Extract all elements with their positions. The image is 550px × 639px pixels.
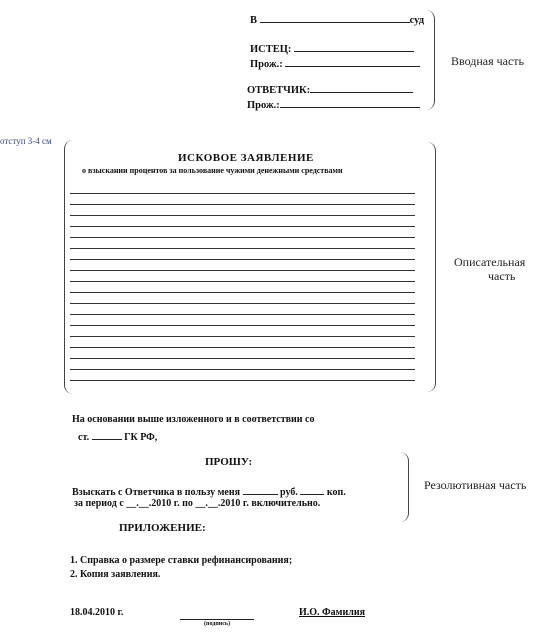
- signature-line[interactable]: [180, 619, 254, 620]
- rubles-label: руб.: [280, 487, 298, 498]
- body-line[interactable]: [70, 347, 415, 348]
- court-name-field[interactable]: [260, 12, 410, 23]
- kopeks-label: коп.: [326, 487, 346, 498]
- descriptive-section-label-1: Описательная: [454, 255, 526, 269]
- body-line[interactable]: [70, 237, 415, 238]
- resolutive-brace: [400, 452, 409, 522]
- body-line[interactable]: [70, 314, 415, 315]
- body-line[interactable]: [70, 336, 415, 337]
- descriptive-brace: [427, 142, 436, 392]
- defendant-line: [247, 82, 413, 96]
- appendix-item: 2. Копия заявления.: [70, 569, 161, 580]
- kopeks-field[interactable]: [300, 484, 324, 495]
- body-line[interactable]: [70, 325, 415, 326]
- document-subtitle: о взыскании процентов за пользование чужими денежными средствами: [82, 166, 343, 175]
- margin-bracket: [64, 140, 73, 394]
- intro-brace: [426, 10, 435, 110]
- signature-caption: (подпись): [204, 621, 231, 627]
- body-line[interactable]: [70, 193, 415, 194]
- basis-line-1: На основании выше изложенного и в соответствии со: [72, 414, 315, 425]
- body-line[interactable]: [70, 248, 415, 249]
- defendant-field[interactable]: [310, 82, 413, 93]
- rubles-field[interactable]: [243, 484, 278, 495]
- body-line[interactable]: [70, 369, 415, 370]
- court-suffix: суд: [409, 15, 425, 26]
- basis-line-2: [78, 429, 157, 443]
- request-text: Взыскать с Ответчика в пользу меня: [72, 487, 241, 498]
- appendix-item: 1. Справка о размере ставки рефинансирования;: [70, 555, 293, 566]
- body-line[interactable]: [70, 226, 415, 227]
- defendant-address-line: [247, 97, 420, 111]
- basis-article-prefix: ст.: [78, 432, 90, 443]
- signer-name: И.О. Фамилия: [299, 607, 366, 618]
- body-line[interactable]: [70, 281, 415, 282]
- plaintiff-label: ИСТЕЦ:: [250, 44, 292, 55]
- body-line[interactable]: [70, 270, 415, 271]
- document-title: ИСКОВОЕ ЗАЯВЛЕНИЕ: [178, 152, 314, 164]
- basis-article-suffix: ГК РФ,: [124, 432, 158, 443]
- body-line[interactable]: [70, 215, 415, 216]
- descriptive-section-label-2: часть: [488, 269, 516, 283]
- defendant-address-label: Прож.:: [247, 100, 280, 111]
- plaintiff-address-field[interactable]: [285, 56, 420, 67]
- article-number-field[interactable]: [92, 429, 122, 440]
- request-heading: ПРОШУ:: [205, 456, 253, 468]
- margin-note: отступ 3-4 см: [0, 136, 52, 146]
- resolutive-section-label: Резолютивная часть: [424, 478, 527, 492]
- court-prefix: В: [250, 15, 258, 26]
- date: 18.04.2010 г.: [70, 607, 124, 618]
- request-line-1: [72, 484, 346, 498]
- plaintiff-address-label: Прож.:: [250, 59, 283, 70]
- plaintiff-line: [250, 41, 414, 55]
- plaintiff-address-line: [250, 56, 420, 70]
- body-line[interactable]: [70, 292, 415, 293]
- defendant-address-field[interactable]: [280, 97, 420, 108]
- body-line[interactable]: [70, 303, 415, 304]
- plaintiff-field[interactable]: [294, 41, 414, 52]
- intro-section-label: Вводная часть: [451, 54, 525, 68]
- request-line-2: за период с __.__.2010 г. по __.__.2010 г. включительно.: [74, 498, 321, 509]
- appendix-heading: ПРИЛОЖЕНИЕ:: [119, 522, 206, 534]
- court-line: [250, 12, 424, 26]
- body-line[interactable]: [70, 259, 415, 260]
- body-line[interactable]: [70, 204, 415, 205]
- body-line[interactable]: [70, 358, 415, 359]
- defendant-label: ОТВЕТЧИК:: [247, 85, 311, 96]
- body-line[interactable]: [70, 380, 415, 381]
